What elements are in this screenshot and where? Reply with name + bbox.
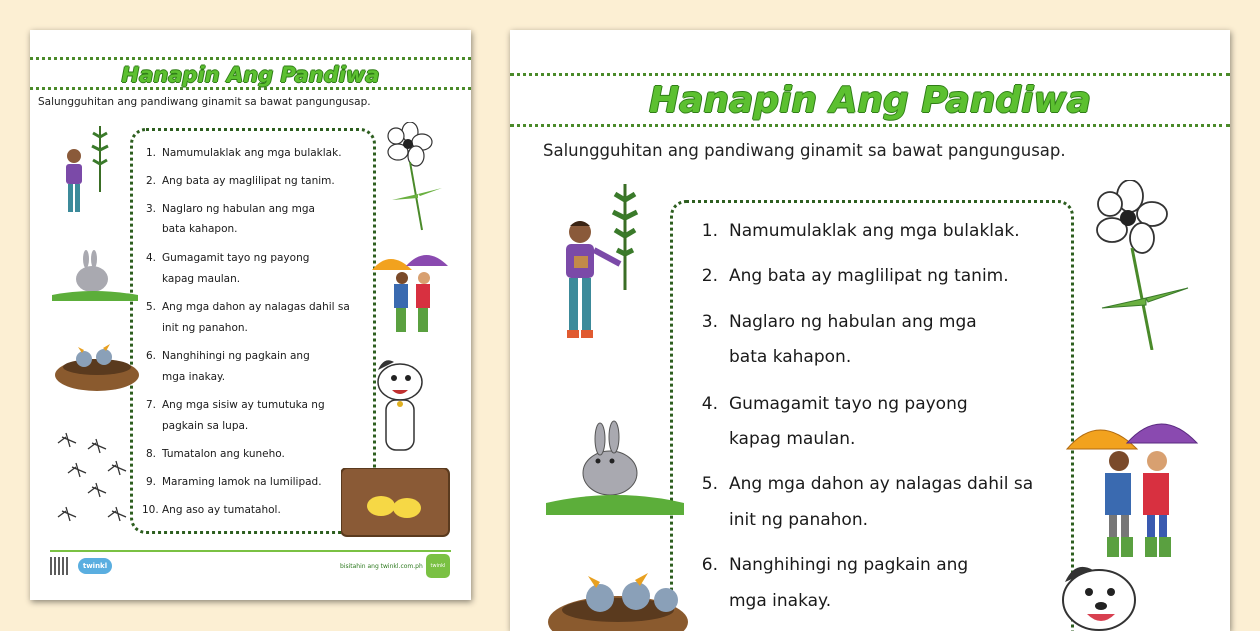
sentence-6-cont: mga inakay. [162,371,226,383]
sentence-5-cont: init ng panahon. [729,510,869,530]
footer-divider [50,550,451,552]
bird-nest-illustration [546,570,696,631]
instruction-text: Salungguhitan ang pandiwang ginamit sa bawat pangungusap. [543,141,1066,160]
sentence-1: 1. Namumulaklak ang mga bulaklak. [701,221,1020,241]
title-bottom-dotline [510,124,1230,127]
dog-illustration [1055,558,1145,631]
worksheet-thumbnail[interactable] [30,30,471,600]
sentence-5-cont: init ng panahon. [162,322,248,334]
sentence-4-cont: kapag maulan. [729,429,856,449]
children-with-umbrellas-illustration [370,244,450,336]
twinkl-badge: twinkl [426,554,450,578]
sentence-4-cont: kapag maulan. [162,273,241,285]
sentence-3: 3. Naglaro ng habulan ang mga [145,203,315,215]
sentence-2: 2. Ang bata ay maglilipat ng tanim. [145,175,335,187]
sentence-1: 1. Namumulaklak ang mga bulaklak. [145,147,342,159]
sentence-9: 9. Maraming lamok na lumilipad. [145,476,322,488]
sentence-5: 5. Ang mga dahon ay nalagas dahil sa [145,301,350,313]
sentence-4: 4. Gumagamit tayo ng payong [701,394,968,414]
twinkl-logo[interactable]: twinkl [78,558,112,574]
sentence-6-cont: mga inakay. [729,591,832,611]
worksheet-zoomed[interactable] [510,30,1230,631]
mosquitoes-illustration [52,425,142,535]
sentence-5: 5. Ang mga dahon ay nalagas dahil sa [701,474,1034,494]
children-with-umbrellas-illustration [1065,405,1200,565]
sentence-3-cont: bata kahapon. [162,223,238,235]
instruction-text: Salungguhitan ang pandiwang ginamit sa bawat pangungusap. [38,96,371,108]
sentence-10: 10. Ang aso ay tumatahol. [142,504,281,516]
rabbit-illustration [52,245,142,305]
chicks-illustration [341,468,451,538]
title-bottom-dotline [30,87,471,90]
footer-url[interactable]: bisitahin ang twinkl.com.ph [340,563,423,570]
title-top-dotline [510,73,1230,76]
sentence-3: 3. Naglaro ng habulan ang mga [701,312,977,332]
sentence-4: 4. Gumagamit tayo ng payong [145,252,310,264]
sentence-7: 7. Ang mga sisiw ay tumutuka ng [145,399,325,411]
page-title: Hanapin Ang Pandiwa [121,63,380,87]
rabbit-illustration [546,415,686,520]
sentence-2: 2. Ang bata ay maglilipat ng tanim. [701,266,1009,286]
boy-with-plant-illustration [550,180,640,350]
sentence-6: 6. Nanghihingi ng pagkain ang [701,555,969,575]
qr-code [50,557,68,575]
dog-illustration [360,350,440,460]
sentence-8: 8. Tumatalon ang kuneho. [145,448,285,460]
page-title: Hanapin Ang Pandiwa [648,80,1092,121]
flower-illustration [382,122,452,232]
sentence-3-cont: bata kahapon. [729,347,852,367]
sentence-7-cont: pagkain sa lupa. [162,420,249,432]
sentence-6: 6. Nanghihingi ng pagkain ang [145,350,310,362]
flower-illustration [1090,180,1200,350]
bird-nest-illustration [52,335,142,395]
boy-with-plant-illustration [52,122,112,222]
title-top-dotline [30,57,471,60]
